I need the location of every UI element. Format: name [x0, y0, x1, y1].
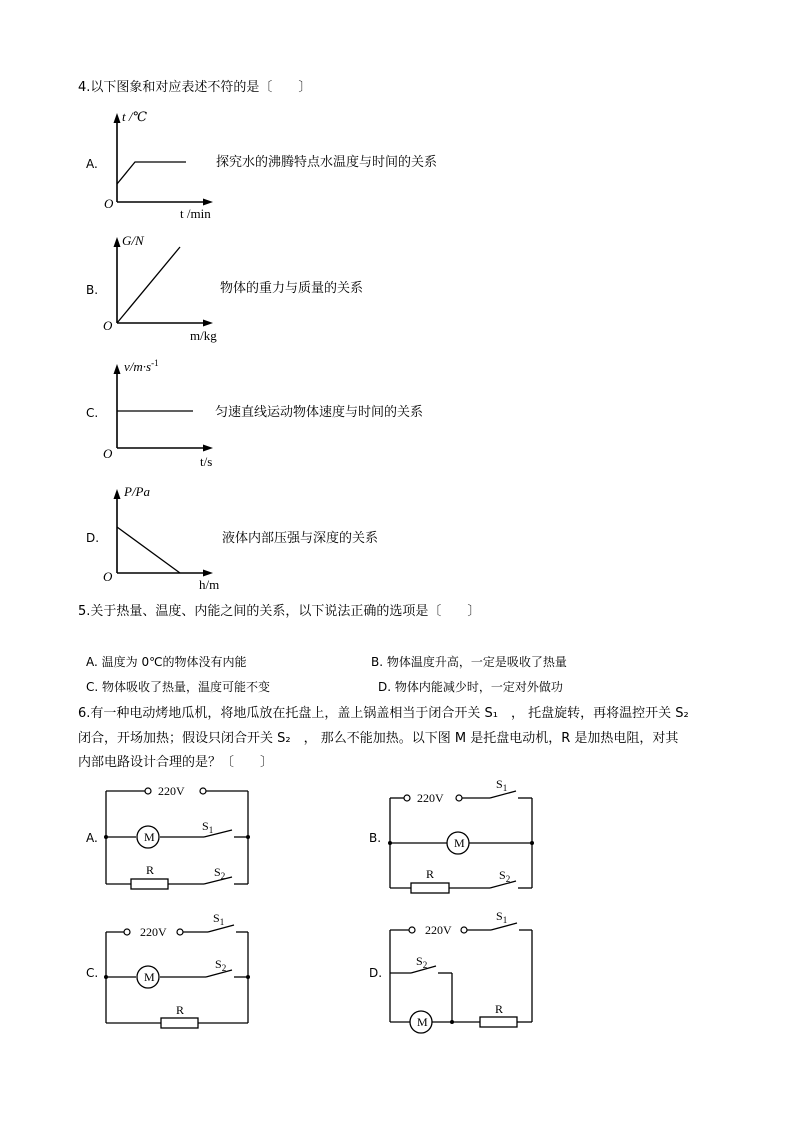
q6-circuit-b-motor: M — [454, 836, 465, 850]
q6-circuit-d-voltage: 220V — [425, 923, 452, 937]
q4-option-c-letter: C. — [86, 406, 99, 420]
q4-graph-b-origin: O — [103, 318, 113, 333]
q6-circuit-b-s2: $S_2$ — [499, 868, 511, 884]
q5-stem: 5.关于热量、温度、内能之间的关系，以下说法正确的选项是〔 〕 — [78, 604, 481, 619]
q6-circuit-a-s2: $S_2$ — [214, 865, 226, 881]
q6-circuit-c-letter: C. — [86, 966, 99, 980]
q6-circuit-a-motor: M — [144, 830, 155, 844]
q5-option-a[interactable]: A. 温度为 0℃的物体没有内能 — [86, 655, 247, 669]
q6-circuit-c-s2: $S_2$ — [215, 957, 227, 973]
q6-circuit-d-s2: $S_2$ — [416, 954, 428, 970]
q4-graph-c-xaxis: t/s — [200, 454, 213, 469]
q6-circuit-c-voltage: 220V — [140, 925, 167, 939]
q4-option-a-letter: A. — [86, 157, 98, 171]
q4-graph-b-yaxis: G/N — [122, 233, 144, 248]
q4-option-b-letter: B. — [86, 283, 99, 297]
q4-graph-d-xaxis: h/m — [199, 577, 220, 592]
q6-circuit-a-letter: A. — [86, 831, 98, 845]
q4-graph-a-origin: O — [104, 196, 114, 211]
q4-graph-c-origin: O — [103, 446, 113, 461]
q6-stem-line1: 6.有一种电动烤地瓜机，将地瓜放在托盘上，盖上锅盖相当于闭合开关 S₁ ， 托盘旋转，再将温控开关 S₂ — [78, 706, 689, 721]
q6-circuit-d-s1: $S_1$ — [496, 909, 508, 925]
q4-graph-a-yaxis: t /℃ — [122, 109, 148, 124]
q6-circuit-c-s1: $S_1$ — [213, 911, 225, 927]
q6-circuit-a-voltage: 220V — [158, 784, 185, 798]
q4-graph-d-origin: O — [103, 569, 113, 584]
q4-option-b-desc: 物体的重力与质量的关系 — [220, 281, 364, 296]
q4-option-d-desc: 液体内部压强与深度的关系 — [222, 531, 379, 546]
q4-graph-b-xaxis: m/kg — [190, 328, 217, 343]
q5-option-c[interactable]: C. 物体吸收了热量，温度可能不变 — [86, 680, 271, 694]
q6-circuit-d-motor: M — [417, 1015, 428, 1029]
q4-option-a-desc: 探究水的沸腾特点水温度与时间的关系 — [216, 155, 438, 170]
q6-circuit-a-resistor: R — [146, 863, 155, 877]
q6-stem-line3: 内部电路设计合理的是？〔 〕 — [78, 755, 274, 770]
q4-option-d-letter: D. — [86, 531, 100, 545]
q5-option-d[interactable]: D. 物体内能减少时，一定对外做功 — [378, 680, 563, 694]
q5-option-b[interactable]: B. 物体温度升高，一定是吸收了热量 — [371, 655, 567, 669]
q4-graph-c-yaxis: $v/m\cdot s^{-1}$ — [124, 358, 159, 374]
q6-circuit-a-s1: $S_1$ — [202, 819, 214, 835]
q6-circuit-b-letter: B. — [369, 831, 382, 845]
q4-stem: 4.以下图象和对应表述不符的是〔 〕 — [78, 80, 312, 95]
q6-circuit-b-resistor: R — [426, 867, 435, 881]
q6-circuit-c-resistor: R — [176, 1003, 185, 1017]
q6-circuit-b-s1: $S_1$ — [496, 777, 508, 793]
q4-option-c-desc: 匀速直线运动物体速度与时间的关系 — [215, 405, 424, 420]
q4-graph-a-xaxis: t /min — [180, 206, 211, 221]
q4-graph-d-yaxis: P/Pa — [124, 484, 150, 499]
q6-circuit-d-resistor: R — [495, 1002, 504, 1016]
q6-circuit-c-motor: M — [144, 970, 155, 984]
q6-circuit-b-voltage: 220V — [417, 791, 444, 805]
q6-stem-line2: 闭合，开场加热；假设只闭合开关 S₂ ， 那么不能加热。以下图 M 是托盘电动机，R 是加热电阻，对其 — [78, 731, 679, 746]
q6-circuit-d-letter: D. — [369, 966, 383, 980]
